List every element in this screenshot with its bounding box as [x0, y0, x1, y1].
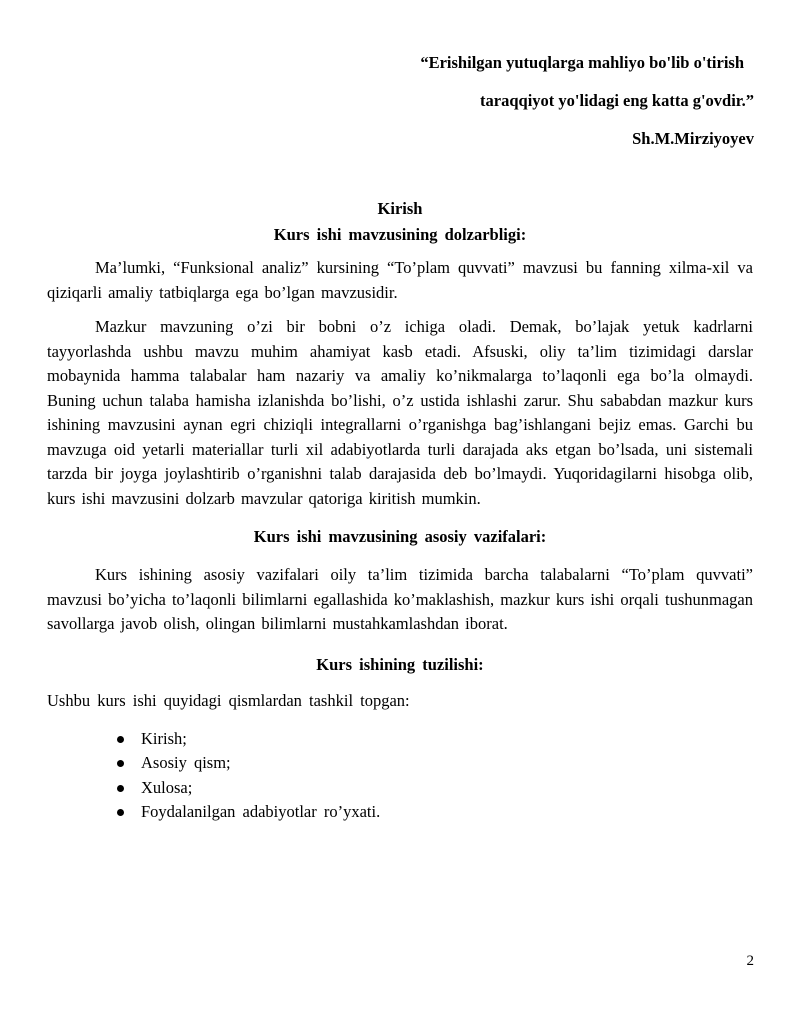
epigraph-line-1: “Erishilgan yutuqlarga mahliyo bo'lib o'tirish [420, 53, 744, 72]
heading-vazifalari: Kurs ishi mavzusining asosiy vazifalari: [253, 527, 547, 546]
list-item-label: Foydalanilgan adabiyotlar ro’yxati. [141, 802, 381, 821]
list-item [117, 751, 753, 776]
page-number: 2 [746, 953, 754, 969]
heading-tuzilishi: Kurs ishining tuzilishi: [316, 654, 484, 674]
list-item [117, 800, 753, 825]
list-item-label: Kirish; [141, 728, 187, 748]
bullet-icon [117, 760, 124, 767]
heading-dolzarbligi: Kurs ishi mavzusining dolzarbligi: [273, 225, 527, 244]
bullet-icon [117, 736, 124, 743]
paragraph-tasks: Kurs ishining asosiy vazifalari oily ta’lim tizimida barcha talabalarni “To’plam quvvati” mavzusi bo’yicha to’laqonli bilimlarni egallashida ko’maklashish, mazkur kurs ishi orqali tushunmagan savollarga javob olish, olingan bilimlarni mustahkamlashdan iborat. [47, 565, 753, 633]
epigraph-quote [234, 44, 754, 158]
paragraph-structure-intro: Ushbu kurs ishi quyidagi qismlardan tashkil topgan: [47, 690, 410, 710]
structure-list [47, 727, 753, 825]
paragraph-intro: Ma’lumki, “Funksional analiz” kursining “To’plam quvvati” mavzusi bu fanning xilma-xil va qiziqarli amaliy tatbiqlarga ega bo’lgan mavzusidir. [47, 258, 753, 302]
main-content [47, 196, 753, 825]
section-title-kirish: Kirish [377, 199, 423, 218]
bullet-icon [117, 809, 124, 816]
paragraph-relevance: Mazkur mavzuning o’zi bir bobni o’z ichiga oladi. Demak, bo’lajak yetuk kadrlarni tayyorlashda ushbu mavzu muhim ahamiyat kasb etadi. Afsuski, oliy ta’lim tizimidagi darslar mobaynida hamma talabalar ham nazariy va amaliy ko’nikmalarga to’laqonli ega bo’la olmaydi. Buning uchun talaba hamisha izlanishda bo’lishi, o’z ustida ishlashi zarur. Shu sababdan mazkur kurs ishining mavzusini aynan egri chiziqli integrallarni o’rganishga bag’ishlangani bejiz emas. Garchi bu mavzuga oid yetarli materiallar turli xil adabiyotlarda turli darajada aks etgan bo’lsada, uni sistemali tarzda bir joyga joylashtirib o’rganishni talab darajasida deb bo’lmaydi. Yuqoridagilarni hisobga olib, kurs ishi mavzusini dolzarb mavzular qatoriga kiritish mumkin. [47, 317, 753, 508]
bullet-icon [117, 785, 124, 792]
epigraph-author: Sh.M.Mirziyoyev [632, 129, 754, 148]
list-item-label: Xulosa; [141, 777, 193, 797]
list-item [117, 776, 753, 801]
list-item [117, 727, 753, 752]
epigraph-line-2: taraqqiyot yo'lidagi eng katta g'ovdir.” [480, 91, 754, 110]
list-item-label: Asosiy qism; [141, 753, 231, 772]
